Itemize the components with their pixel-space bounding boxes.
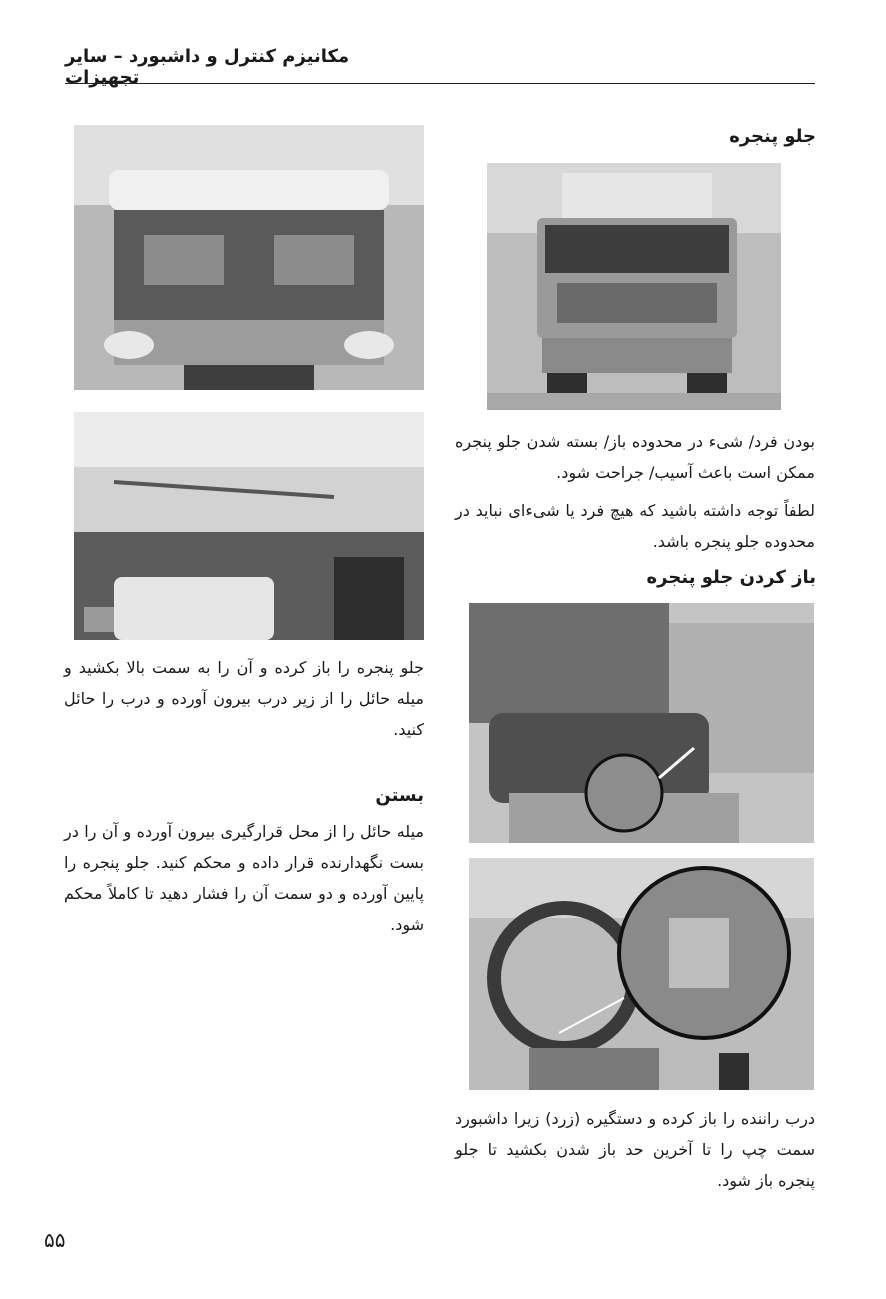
page-number: ۵۵ [44,1228,66,1252]
warning-text-1: بودن فرد/ شیء در محدوده باز/ بسته شدن جلو پنجره ممکن است باعث آسیب/ جراحت شود. [455,432,815,482]
photo-truck-front [487,163,781,410]
photo-cab-interior [469,603,814,843]
header-divider [65,83,815,84]
section-heading-front-grille: جلو پنجره [729,126,816,147]
open-instructions-text: درب راننده را باز کرده و دستگیره (زرد) زیرا داشبورد سمت چپ را تا آخرین حد باز شدن بکشید تا جلو پنجره باز شود. [455,1109,815,1190]
photo-dashboard-handle [469,858,814,1090]
prop-rod-text: جلو پنجره را باز کرده و آن را به سمت بالا بکشید و میله حائل را از زیر درب بیرون آورده و درب را حائل کنید. [64,658,424,739]
photo-prop-rod [74,412,424,640]
warning-text-2: لطفاً توجه داشته باشید که هیچ فرد یا شیء‌ای نباید در محدوده جلو پنجره باشد. [455,501,815,551]
photo-grille-open [74,125,424,390]
section-heading-open: باز کردن جلو پنجره [646,567,816,588]
section-heading-close: بستن [375,785,424,806]
close-instructions-text: میله حائل را از محل قرارگیری بیرون آورده و آن را در بست نگهدارنده قرار داده و محکم کنید. جلو پنجره را پایین آورده و دو سمت آن را فشار دهید تا کاملاً محکم شود. [64,822,424,934]
page-header-title: مکانیزم کنترل و داشبورد – سایر تجهیزات [65,46,350,88]
